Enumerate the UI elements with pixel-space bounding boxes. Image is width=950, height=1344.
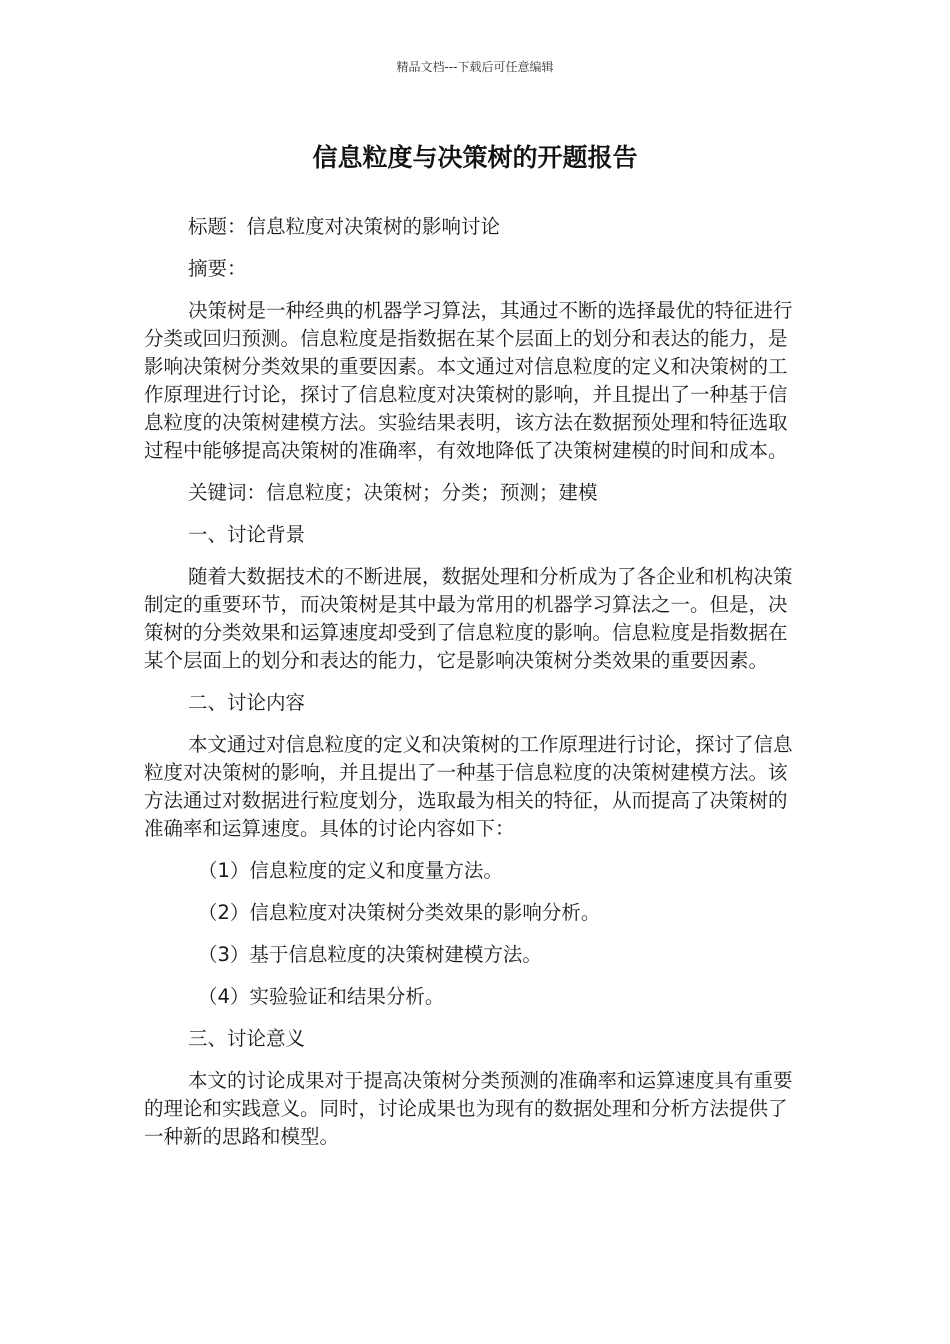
section-paragraph-significance: 本文的讨论成果对于提高决策树分类预测的准确率和运算速度具有重要的理论和实践意义。同时，讨论成果也为现有的数据处理和分析方法提供了一种新的思路和模型。 [144,1069,793,1148]
section-heading-content: 二、讨论内容 [188,691,306,714]
document-title: 信息粒度与决策树的开题报告 [312,143,638,172]
section-paragraph-content: 本文通过对信息粒度的定义和决策树的工作原理进行讨论，探讨了信息粒度对决策树的影响，并且提出了一种基于信息粒度的决策树建模方法。该方法通过对数据进行粒度划分，选取最为相关的特征，从而提高了决策树的准确率和运算速度。具体的讨论内容如下： [144,733,793,840]
section-paragraph-background: 随着大数据技术的不断进展，数据处理和分析成为了各企业和机构决策制定的重要环节，而决策树是其中最为常用的机器学习算法之一。但是，决策树的分类效果和运算速度却受到了信息粒度的影响。信息粒度是指数据在某个层面上的划分和表达的能力，它是影响决策树分类效果的重要因素。 [144,565,793,672]
document-body [144,213,796,1165]
header-note: 精品文档---下载后可任意编辑 [396,60,554,74]
abstract-label: 摘要： [188,257,247,280]
list-item: （3）基于信息粒度的决策树建模方法。 [198,943,542,966]
list-item: （2）信息粒度对决策树分类效果的影响分析。 [198,901,601,924]
abstract-paragraph: 决策树是一种经典的机器学习算法，其通过不断的选择最优的特征进行分类或回归预测。信息粒度是指数据在某个层面上的划分和表达的能力，是影响决策树分类效果的重要因素。本文通过对信息粒度的定义和决策树的工作原理进行讨论，探讨了信息粒度对决策树的影响，并且提出了一种基于信息粒度的决策树建模方法。实验结果表明，该方法在数据预处理和特征选取过程中能够提高决策树的准确率，有效地降低了决策树建模的时间和成本。 [144,299,793,462]
list-item: （1）信息粒度的定义和度量方法。 [198,859,503,882]
section-heading-significance: 三、讨论意义 [188,1027,306,1050]
section-heading-background: 一、讨论背景 [188,523,306,546]
subtitle-line: 标题：信息粒度对决策树的影响讨论 [188,215,501,238]
keywords-line: 关键词：信息粒度；决策树；分类；预测；建模 [188,481,598,504]
list-item: （4）实验验证和结果分析。 [198,985,445,1008]
